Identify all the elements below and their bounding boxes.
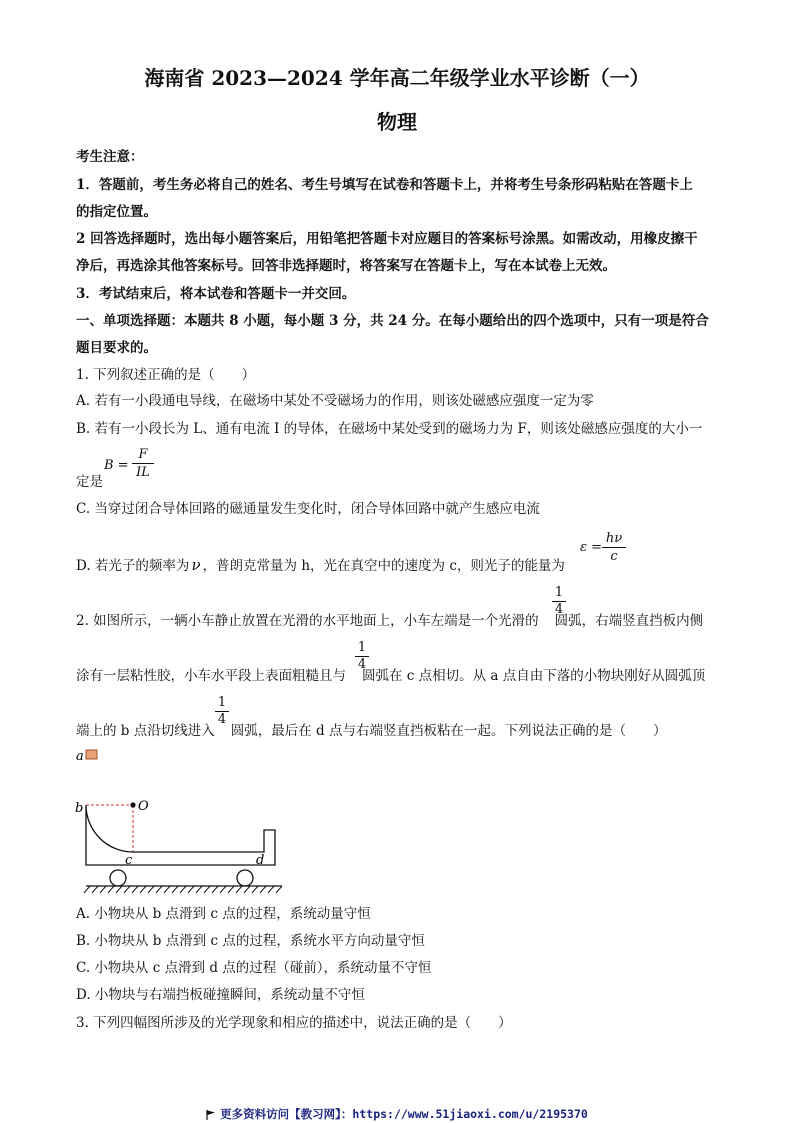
q2-line-3a: 端上的 b 点沿切线进入 (76, 723, 215, 739)
q2-line-3b: 圆弧，最后在 d 点与右端竖直挡板粘在一起。下列说法正确的是（ ） (230, 723, 667, 739)
q1-option-d-text: D. 若光子的频率为 (76, 558, 190, 574)
notice-item-1a: 1．答题前，考生务必将自己的姓名、考生号填写在试卷和答题卡上，并将考生号条形码粘贴在答题卡上 (76, 177, 693, 193)
q1-option-d-nu: ν (191, 556, 201, 574)
q2-line-2 (76, 667, 705, 685)
q2-fraction-3-num: 1 (215, 695, 229, 712)
q1-option-d-rest: ，普朗克常量为 h，光在真空中的速度为 c，则光子的能量为 (202, 558, 565, 574)
section1-heading-a: 一、单项选择题：本题共 8 小题，每小题 3 分，共 24 分。在每小题给出的四个选项中，只有一项是符合 (76, 313, 709, 329)
q2-fraction-1 (552, 585, 566, 618)
q2-line-2b: 圆弧在 c 点相切。从 a 点自由下落的小物块刚好从圆弧顶 (362, 668, 706, 684)
q2-cart-diagram (70, 740, 310, 900)
q1-b-num: F (132, 446, 154, 464)
notice-item-2a: 2 回答选择题时，选出每小题答案后，用铅笔把答题卡对应题目的答案标号涂黑。如需改动，用橡皮擦干 (76, 231, 698, 247)
subject-title: 物理 (377, 110, 417, 134)
fig-cart-body (86, 805, 275, 865)
q2-fraction-3-den: 4 (217, 712, 227, 727)
q1-d-num: hν (602, 530, 626, 548)
q1-d-formula-lhs: ε = (580, 540, 603, 555)
q2-line-3 (76, 722, 666, 740)
notice-item-3: 3．考试结束后，将本试卷和答题卡一并交回。 (76, 286, 356, 302)
q1-option-b-a: B. 若有一小段长为 L、通有电流 I 的导体，在磁场中某处受到的磁场力为 F，则该处磁感应强度的大小一 (76, 421, 703, 437)
fig-point-o (130, 802, 135, 807)
q2-option-d: D. 小物块与右端挡板碰撞瞬间，系统动量不守恒 (76, 987, 365, 1003)
q2-line-1b: 圆弧，右端竖直挡板内侧 (554, 613, 704, 629)
flag-icon (206, 1110, 216, 1120)
q1-d-fraction (602, 530, 626, 565)
q2-option-c: C. 小物块从 c 点滑到 d 点的过程（碰前），系统动量不守恒 (76, 960, 432, 976)
fig-label-o: O (138, 799, 149, 814)
q2-fraction-2-den: 4 (357, 657, 367, 672)
fig-wheel-right (237, 870, 253, 886)
fig-label-a: a (76, 749, 84, 764)
q2-line-1 (76, 612, 703, 630)
fig-label-d: d (256, 853, 265, 868)
footer-link[interactable]: 更多资料访问【教习网】：https://www.51jiaoxi.com/u/2195370 (220, 1107, 588, 1121)
q1-b-fraction (132, 446, 154, 481)
fig-ground-hatch (84, 886, 282, 893)
footer (0, 1106, 794, 1122)
q2-option-b: B. 小物块从 b 点滑到 c 点的过程，系统水平方向动量守恒 (76, 933, 425, 949)
q2-fraction-1-den: 4 (554, 602, 564, 617)
q2-option-a: A. 小物块从 b 点滑到 c 点的过程，系统动量守恒 (76, 906, 371, 922)
q1-stem: 1. 下列叙述正确的是（ ） (76, 367, 256, 383)
notice-item-1b: 的指定位置。 (76, 204, 157, 220)
q2-fraction-1-num: 1 (552, 585, 566, 602)
section1-heading-b: 题目要求的。 (76, 340, 157, 356)
fig-label-c: c (125, 853, 133, 868)
q1-b-formula-lhs: B = (104, 458, 129, 473)
q2-fraction-2-num: 1 (355, 640, 369, 657)
q2-line-1a: 2. 如图所示，一辆小车静止放置在光滑的水平地面上，小车左端是一个光滑的 (76, 613, 539, 629)
notice-item-2b: 净后，再选涂其他答案标号。回答非选择题时，将答案写在答题卡上，写在本试卷上无效。 (76, 258, 616, 274)
exam-title: 海南省 2023—2024 学年高二年级学业水平诊断（一） (144, 66, 650, 90)
q2-fraction-2 (355, 640, 369, 673)
q1-b-den: IL (136, 465, 150, 480)
q1-option-d-row (76, 556, 565, 575)
fig-wheel-left (110, 870, 126, 886)
q1-option-b-b: 定是 (76, 474, 103, 490)
q2-fraction-3 (215, 695, 229, 728)
q1-option-c: C. 当穿过闭合导体回路的磁通量发生变化时，闭合导体回路中就产生感应电流 (76, 501, 540, 517)
q1-option-a: A. 若有一小段通电导线，在磁场中某处不受磁场力的作用，则该处磁感应强度一定为零 (76, 393, 594, 409)
q3-stem: 3. 下列四幅图所涉及的光学现象和相应的描述中，说法正确的是（ ） (76, 1015, 512, 1031)
fig-label-b: b (75, 801, 84, 816)
q1-d-den: c (610, 549, 618, 564)
fig-block (86, 750, 97, 759)
q2-line-2a: 涂有一层粘性胶，小车水平段上表面粗糙且与 (76, 668, 346, 684)
notice-heading: 考生注意： (76, 149, 144, 165)
